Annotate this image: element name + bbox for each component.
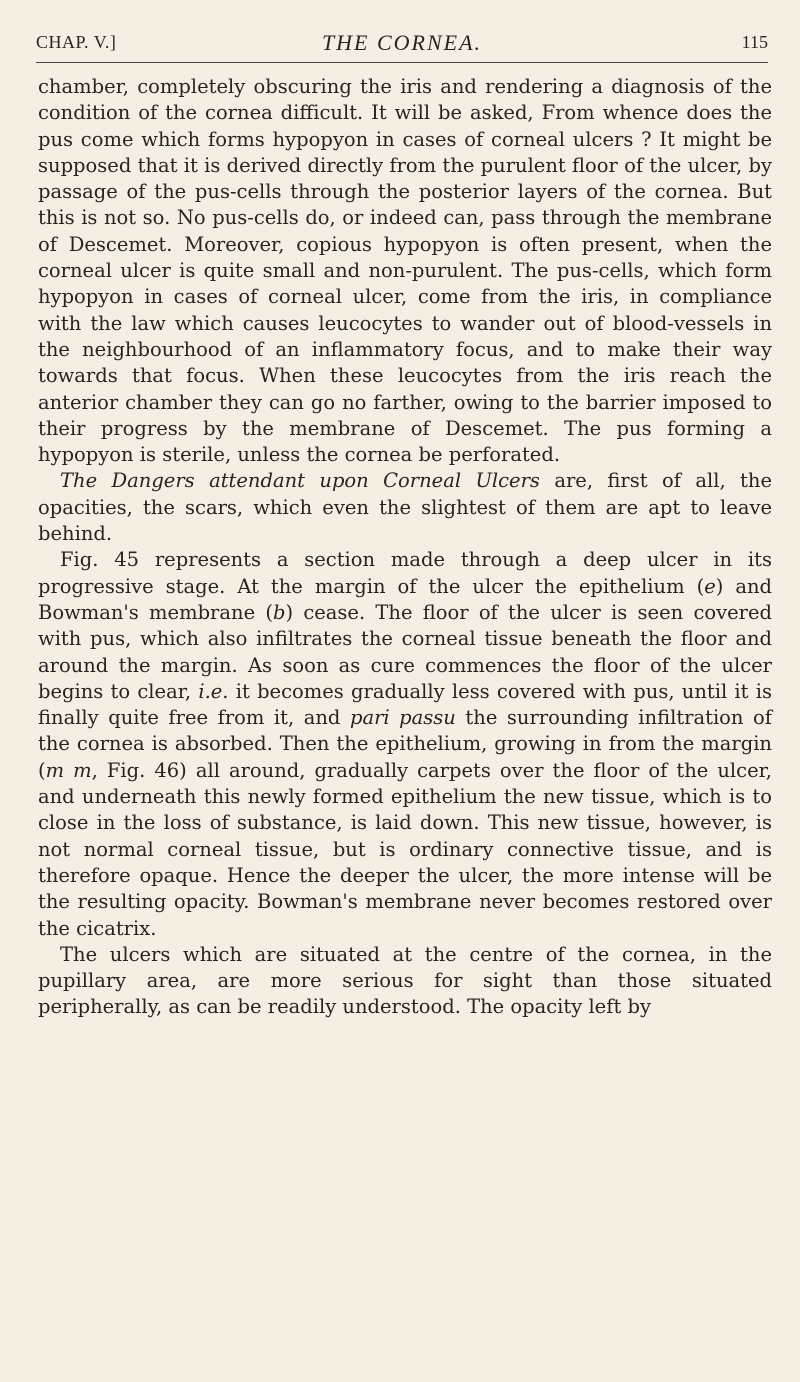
body-text [38,74,772,1021]
text-run: ) cease. The floor of the ulcer is seen covered with pus, which also infiltrates the corneal tissue beneath the floor and around the margin. As soon as cure commences the floor of the ulcer begins to clear, [38,600,773,703]
paragraph [38,547,772,941]
text-run: , Fig. 46) all around, gradually carpets over the floor of the ulcer, and underneath this newly formed epithelium the new tissue, which is to close in the loss of substance, is laid down. This new tissue, however, is not normal corneal tissue, but is ordinary connective tissue, and is therefore opaque. Hence the deeper the ulcer, the more intense will be the resulting opacity. Bowman's membrane never becomes restored over the cicatrix. [38,758,772,940]
paragraph [38,942,772,1021]
italic-text: m m [45,758,92,782]
running-head [36,18,768,63]
text-run: it becomes gradually less covered with pus, until it is finally quite free from it, and [38,679,772,730]
text-run: The ulcers which are situated at the centre of the cornea, in the pupillary area, are more serious for sight than those situated peripherally, as can be readily understood. The opacity left by [38,942,772,1019]
italic-text: pari passu [349,706,456,730]
text-run: the surrounding infiltration of the cornea is absorbed. Then the epithelium, growing in from the margin ( [38,706,772,782]
italic-text: The Dangers attendant upon Corneal Ulcers [60,469,540,493]
chapter-label: CHAP. V.] [36,32,117,52]
text-run: chamber, completely obscuring the iris and rendering a diagnosis of the condition of the cornea difficult. It will be asked, From whence does the pus come which forms hypopyon in cases of corneal ulcers ? It might be supposed that it is derived directly from the purulent floor of the ulcer, by passage of the pus-cells through the posterior layers of the cornea. But this is not so. No pus-cells do, or indeed can, pass through the membrane of Descemet. Moreover, copious hypopyon is often present, when the corneal ulcer is quite small and non-purulent. The pus-cells, which form hypopyon in cases of corneal ulcer, come from the iris, in compliance with the law which causes leucocytes to wander out of blood-vessels in the neighbourhood of an inflammatory focus, and to make their way towards that focus. When these leucocytes from the iris reach the anterior chamber they can go no farther, owing to the barrier imposed to their progress by the membrane of Descemet. The pus forming a hypopyon is sterile, unless the cornea be perforated. [38,75,772,467]
italic-text: i.e. [198,679,229,703]
text-run: are, first of all, the opacities, the scars, which even the slightest of them are apt to leave behind. [38,469,772,546]
paragraph [38,74,772,468]
paragraph [38,468,772,547]
italic-text: e [704,574,716,598]
page-number: 115 [741,32,768,52]
italic-text: b [272,600,286,624]
running-title: THE CORNEA. [321,30,483,55]
text-run: Fig. 45 represents a section made through a deep ulcer in its progressive stage. At the margin of the ulcer the epithelium ( [38,548,772,598]
text-run: ) and Bowman's membrane ( [38,574,772,624]
